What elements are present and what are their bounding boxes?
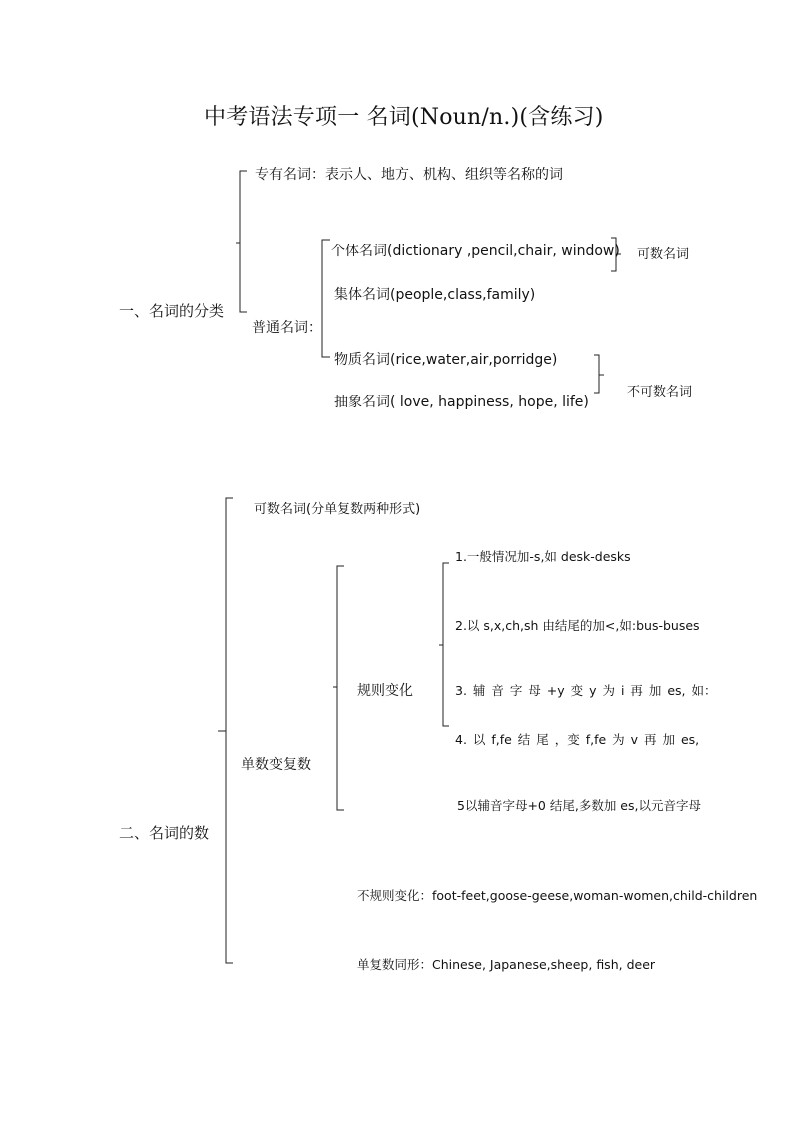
regular-change-label: 规则变化 [357,683,413,699]
countable-label: 可数名词 [637,247,690,262]
rule-4: 4. 以 f,fe 结 尾 ，变 f,fe 为 v 再 加 es, [455,732,700,747]
rule-1: 1.一般情况加-s,如 desk-desks [455,549,631,564]
section1-heading: 一、名词的分类 [119,302,225,320]
collective-noun-text: 集体名词(people,class,family) [334,287,536,303]
section2-bracket [226,498,233,963]
individual-noun-text: 个体名词(dictionary ,pencil,chair, window) [331,244,620,258]
clipped-text-fragment [474,835,570,838]
countable-note: 可数名词(分单复数两种形式) [254,502,421,517]
page-title: 中考语法专项一 名词(Noun/n.)(含练习) [204,105,604,130]
section2-heading: 二、名词的数 [119,824,210,842]
abstract-noun-text: 抽象名词( love, happiness, hope, life) [334,395,589,410]
rule-5: 5以辅音字母+0 结尾,多数加 es,以元音字母 [457,798,701,813]
irregular-change-text: 不规则变化：foot-feet,goose-geese,woman-women,child-children [357,888,758,903]
uncountable-brace [594,355,599,393]
rule-2: 2.以 s,x,ch,sh 由结尾的加<,如:bus-buses [455,618,700,633]
common-noun-label: 普通名词： [252,320,322,336]
common-noun-bracket [322,240,330,357]
proper-noun-text: 专有名词：表示人、地方、机构、组织等名称的词 [255,167,563,183]
section1-bracket [240,171,247,312]
uncountable-label: 不可数名词 [627,385,693,400]
rules-bracket [443,563,449,726]
plural-bracket [337,566,344,810]
material-noun-text: 物质名词(rice,water,air,porridge) [334,352,558,368]
same-form-text: 单复数同形：Chinese, Japanese,sheep, fish, deer [357,957,656,972]
rule-3: 3. 辅 音 字 母 +y 变 y 为 i 再 加 es, 如： [455,683,717,698]
plural-label: 单数变复数 [241,757,311,773]
